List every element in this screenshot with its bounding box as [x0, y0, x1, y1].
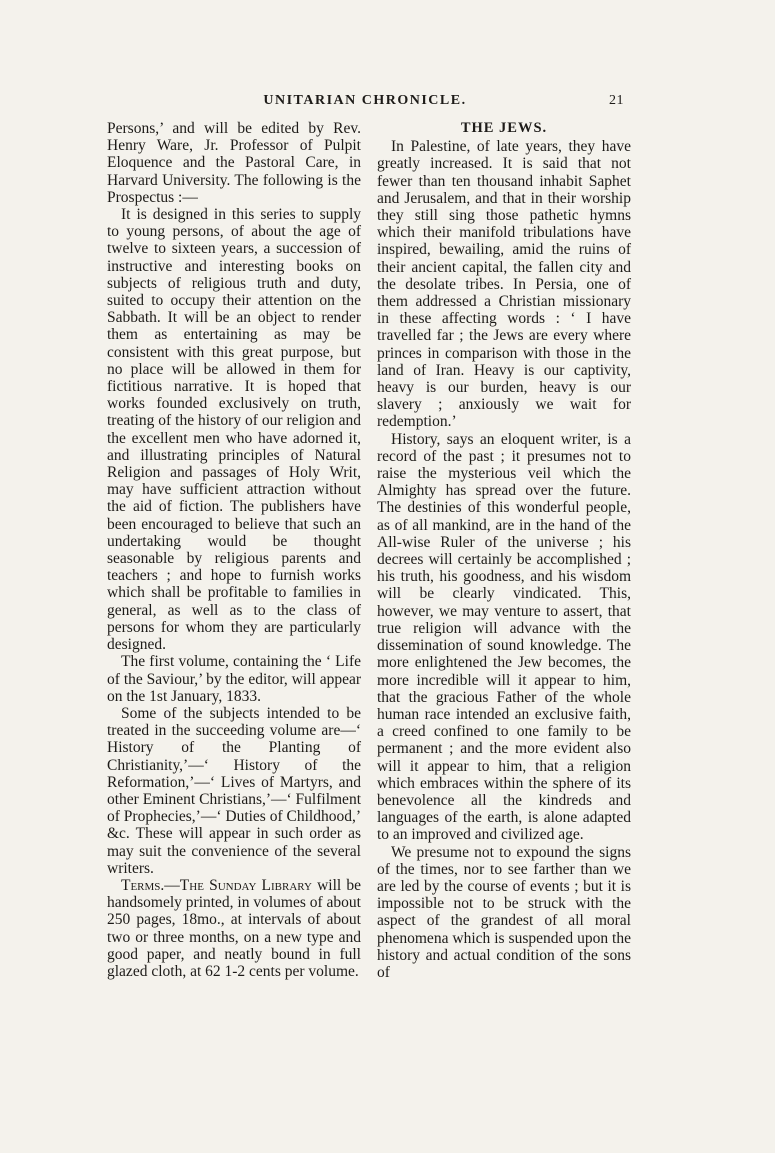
page-number: 21	[609, 93, 624, 108]
paragraph-prospectus: It is designed in this series to supply to young persons, of about the age of twelve to sixteen years, a succession of instructive and interesting books on subjects of religious truth and duty, suited to occupy their attention on the Sabbath. It will be an object to render them as entertaining as may be consistent with this great purpose, but no place will be allowed in them for fictitious narrative. It is hoped that works founded exclusively on truth, treating of the history of our religion and the excellent men who have adorned it, and illustrating principles of Natural Religion and passages of Holy Writ, may have sufficient attraction without the aid of fiction. The publishers have been encouraged to believe that such an undertaking would be thought seasonable by religious parents and teachers ; and hope to furnish works which shall be profitable to families in general, as well as to the class of persons for whom they are particularly designed.	[107, 206, 361, 654]
right-column	[377, 120, 631, 981]
paragraph-continuation: Persons,’ and will be edited by Rev. Henry Ware, Jr. Professor of Pulpit Eloquence and the Pastoral Care, in Harvard University. The following is the Prospectus :—	[107, 120, 361, 206]
article-title: THE JEWS.	[460, 120, 548, 136]
paragraph-terms	[107, 877, 361, 980]
paragraph-signs-of-times: We presume not to expound the signs of the times, nor to see farther than we are led by the course of events ; but it is impossible not to be struck with the aspect of the grandest of all moral phenomena which is suspended upon the history and actual condition of the sons of	[377, 843, 631, 981]
paragraph-palestine: In Palestine, of late years, they have greatly increased. It is said that not fewer than ten thousand inhabit Saphet and Jerusalem, and that in their worship they still sing those pathetic hymns which their manifold tribulations have inspired, bewailing, amid the ruins of their ancient capital, the fallen city and the desolate tribes. In Persia, one of them addressed a Christian missionary in these affecting words : ‘ I have travelled far ; the Jews are every where princes in comparison with those in the land of Iran. Heavy is our captivity, heavy is our burden, heavy is our slavery ; anxiously we wait for redemption.’	[377, 138, 631, 431]
terms-text: will be handsomely printed, in volumes of about 250 pages, 18mo., at intervals of about two or three months, on a new type and good paper, and neatly bound in full glazed cloth, at 62 1-2 cents per volume.	[107, 876, 361, 980]
paragraph-subjects: Some of the subjects intended to be treated in the succeeding volume are—‘ History of the Planting of Christianity,’—‘ History of the Reformation,’—‘ Lives of Martyrs, and other Eminent Christians,’—‘ Fulfilment of Prophecies,’—‘ Duties of Childhood,’ &c. These will appear in such order as may suit the convenience of the several writers.	[107, 704, 361, 877]
left-column	[107, 120, 361, 980]
terms-label: Terms.—The Sunday Library	[121, 876, 312, 894]
page-header	[106, 93, 624, 113]
running-title: UNITARIAN CHRONICLE.	[263, 93, 467, 108]
paragraph-history: History, says an eloquent writer, is a record of the past ; it presumes not to raise the mysterious veil which the Almighty has spread over the future. The destinies of this wonderful people, as of all mankind, are in the hand of the All-wise Ruler of the universe ; his decrees will certainly be accomplished ; his truth, his goodness, and his wisdom will be clearly vindicated. This, however, we may venture to assert, that true religion will advance with the dissemination of sound knowledge. The more enlightened the Jew becomes, the more incredible will it appear to him, that the gracious Father of the whole human race intended an exclusive faith, a creed confined to one family to be permanent ; and the more evident also will it appear to him, that a religion which embraces within the sphere of its benevolence all the kindreds and languages of the earth, is alone adapted to an improved and civilized age.	[377, 430, 631, 844]
paragraph-first-volume: The first volume, containing the ‘ Life of the Saviour,’ by the editor, will appear on the 1st January, 1833.	[107, 653, 361, 705]
